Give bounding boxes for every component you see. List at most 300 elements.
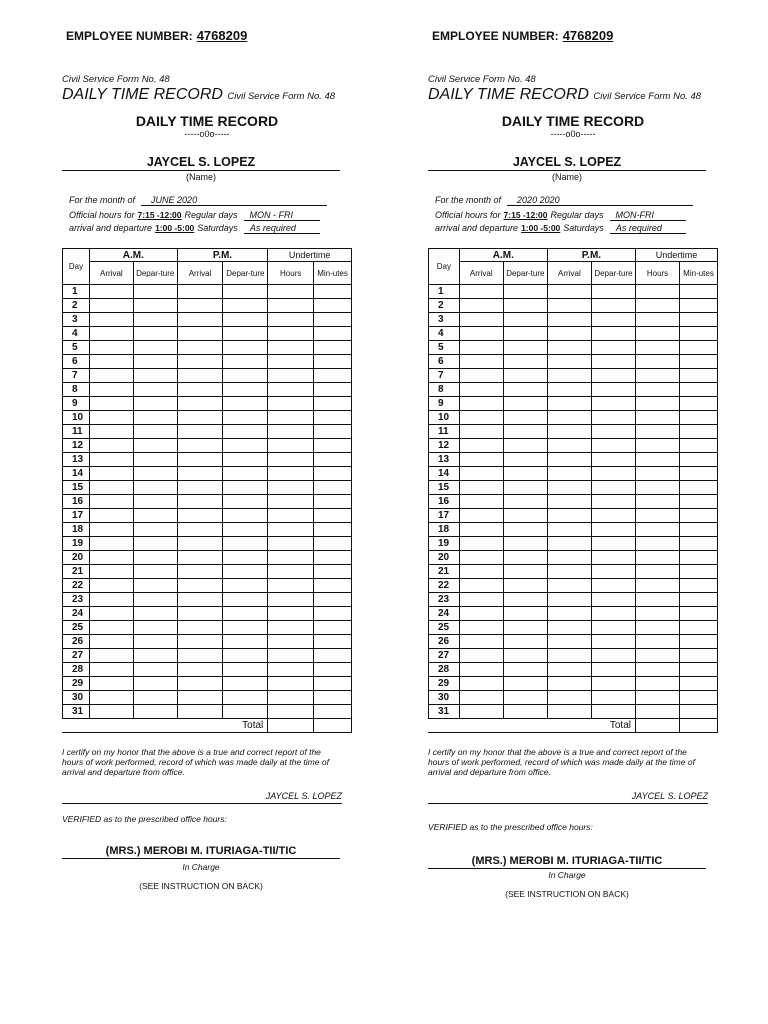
pm-arrival-cell xyxy=(547,523,591,537)
header-am: A.M. xyxy=(89,249,177,262)
am-arrival-cell xyxy=(89,411,133,425)
pm-departure-cell xyxy=(223,621,268,635)
day-number: 27 xyxy=(429,649,460,663)
table-row xyxy=(63,397,352,411)
header-pm: P.M. xyxy=(177,249,268,262)
pm-departure-cell xyxy=(223,341,268,355)
undertime-minutes-cell xyxy=(314,579,352,593)
am-arrival-cell xyxy=(459,481,503,495)
am-departure-cell xyxy=(503,663,547,677)
ornament-divider: -----o0o----- xyxy=(184,129,230,139)
day-number: 19 xyxy=(429,537,460,551)
am-arrival-cell xyxy=(459,579,503,593)
undertime-minutes-cell xyxy=(680,425,718,439)
pm-departure-cell xyxy=(223,481,268,495)
pm-arrival-cell xyxy=(177,593,223,607)
table-row xyxy=(63,677,352,691)
undertime-minutes-cell xyxy=(680,607,718,621)
undertime-minutes-cell xyxy=(680,509,718,523)
undertime-hours-cell xyxy=(268,663,314,677)
undertime-minutes-cell xyxy=(314,537,352,551)
pm-arrival-cell xyxy=(547,411,591,425)
undertime-minutes-cell xyxy=(314,383,352,397)
time-record-table xyxy=(62,248,352,733)
certification-text: I certify on my honor that the above is a true and correct report of the hours of work performed, record of which was made daily at the time of arrival and departure from office. xyxy=(62,747,329,777)
dtr-large-text: DAILY TIME RECORD xyxy=(62,86,223,103)
day-number: 7 xyxy=(429,369,460,383)
official-hours-label: Official hours for xyxy=(435,210,501,220)
am-departure-cell xyxy=(133,691,177,705)
day-number: 7 xyxy=(63,369,90,383)
employee-number-label: EMPLOYEE NUMBER: xyxy=(432,29,559,43)
undertime-hours-cell xyxy=(268,481,314,495)
am-departure-cell xyxy=(503,369,547,383)
am-departure-cell xyxy=(503,453,547,467)
pm-arrival-cell xyxy=(177,663,223,677)
pm-arrival-cell xyxy=(547,383,591,397)
pm-departure-cell xyxy=(223,579,268,593)
officer-name: (MRS.) MEROBI M. ITURIAGA-TII/TIC xyxy=(428,855,706,869)
pm-departure-cell xyxy=(591,677,635,691)
am-arrival-cell xyxy=(459,341,503,355)
pm-departure-cell xyxy=(223,495,268,509)
header-hours: Hours xyxy=(635,262,679,285)
undertime-minutes-cell xyxy=(314,285,352,299)
am-departure-cell xyxy=(503,565,547,579)
am-departure-cell xyxy=(503,481,547,495)
undertime-minutes-cell xyxy=(680,537,718,551)
header-am: A.M. xyxy=(459,249,547,262)
table-row xyxy=(429,369,718,383)
am-arrival-cell xyxy=(459,397,503,411)
pm-arrival-cell xyxy=(177,285,223,299)
am-arrival-cell xyxy=(459,355,503,369)
day-number: 3 xyxy=(63,313,90,327)
undertime-hours-cell xyxy=(268,313,314,327)
am-departure-cell xyxy=(133,327,177,341)
am-departure-cell xyxy=(133,607,177,621)
pm-arrival-cell xyxy=(547,607,591,621)
day-number: 4 xyxy=(429,327,460,341)
pm-departure-cell xyxy=(591,355,635,369)
pm-arrival-cell xyxy=(547,551,591,565)
undertime-hours-cell xyxy=(268,341,314,355)
undertime-hours-cell xyxy=(635,537,679,551)
pm-arrival-cell xyxy=(547,467,591,481)
am-departure-cell xyxy=(133,537,177,551)
am-departure-cell xyxy=(133,453,177,467)
am-arrival-cell xyxy=(89,621,133,635)
header-pm-arrival: Arrival xyxy=(177,262,223,285)
officer-name: (MRS.) MEROBI M. ITURIAGA-TII/TIC xyxy=(62,845,340,859)
am-departure-cell xyxy=(133,579,177,593)
am-departure-cell xyxy=(503,509,547,523)
table-row xyxy=(63,313,352,327)
pm-arrival-cell xyxy=(177,369,223,383)
am-departure-cell xyxy=(503,677,547,691)
pm-hours: 1:00 -5:00 xyxy=(521,223,561,233)
arrival-departure-label: arrival and departure xyxy=(435,223,519,233)
am-departure-cell xyxy=(133,649,177,663)
undertime-hours-cell xyxy=(268,621,314,635)
table-row xyxy=(429,467,718,481)
pm-arrival-cell xyxy=(547,621,591,635)
total-label: Total xyxy=(63,719,268,733)
day-number: 9 xyxy=(63,397,90,411)
pm-arrival-cell xyxy=(547,299,591,313)
day-number: 29 xyxy=(63,677,90,691)
day-rows xyxy=(429,285,718,719)
pm-departure-cell xyxy=(223,397,268,411)
name-caption: (Name) xyxy=(185,172,216,182)
table-row xyxy=(63,593,352,607)
undertime-hours-cell xyxy=(635,579,679,593)
undertime-minutes-cell xyxy=(680,397,718,411)
undertime-minutes-cell xyxy=(314,523,352,537)
undertime-hours-cell xyxy=(268,425,314,439)
pm-departure-cell xyxy=(223,691,268,705)
day-number: 12 xyxy=(429,439,460,453)
day-number: 21 xyxy=(63,565,90,579)
pm-arrival-cell xyxy=(177,551,223,565)
undertime-hours-cell xyxy=(635,285,679,299)
undertime-minutes-cell xyxy=(314,397,352,411)
saturdays-label: Saturdays xyxy=(563,223,604,233)
am-departure-cell xyxy=(503,383,547,397)
certification-text: I certify on my honor that the above is a true and correct report of the hours of work performed, record of which was made daily at the time of arrival and departure from office. xyxy=(428,747,695,777)
undertime-hours-cell xyxy=(635,453,679,467)
undertime-minutes-cell xyxy=(680,523,718,537)
day-number: 1 xyxy=(63,285,90,299)
header-minutes: Min-utes xyxy=(314,262,352,285)
undertime-hours-cell xyxy=(268,649,314,663)
am-arrival-cell xyxy=(89,705,133,719)
pm-departure-cell xyxy=(223,411,268,425)
header-undertime: Undertime xyxy=(635,249,717,262)
pm-departure-cell xyxy=(591,649,635,663)
am-arrival-cell xyxy=(89,495,133,509)
table-row xyxy=(63,607,352,621)
undertime-hours-cell xyxy=(268,383,314,397)
am-departure-cell xyxy=(503,411,547,425)
day-number: 11 xyxy=(429,425,460,439)
arrival-departure-row xyxy=(69,223,320,234)
undertime-minutes-cell xyxy=(314,495,352,509)
day-number: 27 xyxy=(63,649,90,663)
day-number: 28 xyxy=(63,663,90,677)
day-number: 10 xyxy=(429,411,460,425)
undertime-hours-cell xyxy=(635,299,679,313)
dtr-large-text: DAILY TIME RECORD xyxy=(428,86,589,103)
pm-arrival-cell xyxy=(177,565,223,579)
am-arrival-cell xyxy=(89,453,133,467)
undertime-hours-cell xyxy=(635,593,679,607)
am-hours: 7:15 -12:00 xyxy=(503,210,548,220)
pm-departure-cell xyxy=(223,285,268,299)
pm-departure-cell xyxy=(223,299,268,313)
pm-arrival-cell xyxy=(177,635,223,649)
undertime-minutes-cell xyxy=(680,467,718,481)
pm-departure-cell xyxy=(223,663,268,677)
undertime-hours-cell xyxy=(635,523,679,537)
pm-departure-cell xyxy=(591,299,635,313)
total-hours-cell xyxy=(635,719,679,733)
table-row xyxy=(429,677,718,691)
undertime-minutes-cell xyxy=(314,355,352,369)
month-value: 2020 2020 xyxy=(507,195,693,206)
undertime-minutes-cell xyxy=(680,621,718,635)
pm-arrival-cell xyxy=(547,677,591,691)
pm-departure-cell xyxy=(223,509,268,523)
pm-departure-cell xyxy=(591,691,635,705)
undertime-minutes-cell xyxy=(314,593,352,607)
pm-departure-cell xyxy=(223,327,268,341)
am-departure-cell xyxy=(503,551,547,565)
employee-name: JAYCEL S. LOPEZ xyxy=(62,155,340,171)
table-row xyxy=(63,649,352,663)
am-departure-cell xyxy=(133,705,177,719)
pm-departure-cell xyxy=(223,425,268,439)
table-row xyxy=(429,509,718,523)
undertime-hours-cell xyxy=(268,467,314,481)
day-number: 6 xyxy=(63,355,90,369)
undertime-minutes-cell xyxy=(680,369,718,383)
am-arrival-cell xyxy=(459,411,503,425)
undertime-minutes-cell xyxy=(314,313,352,327)
am-departure-cell xyxy=(503,607,547,621)
am-departure-cell xyxy=(133,677,177,691)
am-arrival-cell xyxy=(459,663,503,677)
month-label: For the month of xyxy=(69,195,136,205)
table-row xyxy=(63,299,352,313)
day-number: 31 xyxy=(63,705,90,719)
regular-days-value: MON - FRI xyxy=(244,210,320,221)
header-am-departure: Depar-ture xyxy=(503,262,547,285)
table-row xyxy=(63,537,352,551)
undertime-minutes-cell xyxy=(314,621,352,635)
pm-arrival-cell xyxy=(177,397,223,411)
pm-departure-cell xyxy=(591,523,635,537)
undertime-hours-cell xyxy=(268,285,314,299)
pm-arrival-cell xyxy=(177,509,223,523)
pm-arrival-cell xyxy=(177,327,223,341)
pm-departure-cell xyxy=(591,411,635,425)
undertime-hours-cell xyxy=(635,411,679,425)
pm-departure-cell xyxy=(223,453,268,467)
am-arrival-cell xyxy=(459,691,503,705)
civil-service-form-inline: Civil Service Form No. 48 xyxy=(593,91,702,102)
day-number: 20 xyxy=(429,551,460,565)
pm-departure-cell xyxy=(223,677,268,691)
table-row xyxy=(63,411,352,425)
table-row xyxy=(429,453,718,467)
header-minutes: Min-utes xyxy=(680,262,718,285)
pm-arrival-cell xyxy=(177,439,223,453)
undertime-hours-cell xyxy=(635,663,679,677)
pm-departure-cell xyxy=(223,369,268,383)
undertime-hours-cell xyxy=(268,565,314,579)
pm-arrival-cell xyxy=(547,425,591,439)
am-departure-cell xyxy=(503,537,547,551)
am-departure-cell xyxy=(503,635,547,649)
undertime-minutes-cell xyxy=(314,341,352,355)
undertime-hours-cell xyxy=(635,509,679,523)
day-number: 3 xyxy=(429,313,460,327)
pm-arrival-cell xyxy=(177,649,223,663)
pm-departure-cell xyxy=(223,565,268,579)
table-row xyxy=(429,565,718,579)
am-departure-cell xyxy=(133,565,177,579)
am-arrival-cell xyxy=(459,607,503,621)
am-arrival-cell xyxy=(459,621,503,635)
undertime-minutes-cell xyxy=(314,299,352,313)
am-departure-cell xyxy=(133,411,177,425)
pm-arrival-cell xyxy=(547,313,591,327)
header-pm-departure: Depar-ture xyxy=(223,262,268,285)
am-departure-cell xyxy=(133,523,177,537)
undertime-hours-cell xyxy=(268,677,314,691)
am-arrival-cell xyxy=(89,397,133,411)
undertime-hours-cell xyxy=(635,481,679,495)
pm-arrival-cell xyxy=(177,691,223,705)
pm-arrival-cell xyxy=(547,397,591,411)
table-row xyxy=(429,635,718,649)
undertime-hours-cell xyxy=(635,467,679,481)
day-number: 22 xyxy=(429,579,460,593)
am-arrival-cell xyxy=(459,537,503,551)
undertime-minutes-cell xyxy=(314,509,352,523)
am-arrival-cell xyxy=(459,593,503,607)
table-row xyxy=(63,285,352,299)
header-day: Day xyxy=(63,249,90,285)
am-departure-cell xyxy=(133,593,177,607)
table-row xyxy=(429,327,718,341)
am-departure-cell xyxy=(503,397,547,411)
table-row xyxy=(63,341,352,355)
pm-departure-cell xyxy=(223,649,268,663)
day-number: 15 xyxy=(63,481,90,495)
in-charge-label: In Charge xyxy=(548,870,586,880)
am-arrival-cell xyxy=(89,579,133,593)
pm-arrival-cell xyxy=(177,495,223,509)
table-row xyxy=(63,439,352,453)
am-departure-cell xyxy=(503,621,547,635)
header-pm-departure: Depar-ture xyxy=(591,262,635,285)
official-hours-label: Official hours for xyxy=(69,210,135,220)
header-day: Day xyxy=(429,249,460,285)
table-row xyxy=(63,579,352,593)
undertime-minutes-cell xyxy=(680,663,718,677)
am-departure-cell xyxy=(133,355,177,369)
pm-arrival-cell xyxy=(547,369,591,383)
day-number: 19 xyxy=(63,537,90,551)
day-number: 16 xyxy=(63,495,90,509)
am-arrival-cell xyxy=(459,327,503,341)
am-arrival-cell xyxy=(89,649,133,663)
pm-arrival-cell xyxy=(177,621,223,635)
undertime-minutes-cell xyxy=(314,369,352,383)
am-departure-cell xyxy=(133,551,177,565)
day-number: 13 xyxy=(429,453,460,467)
am-arrival-cell xyxy=(459,635,503,649)
undertime-minutes-cell xyxy=(680,481,718,495)
am-departure-cell xyxy=(133,369,177,383)
instruction-note: (SEE INSTRUCTION ON BACK) xyxy=(139,881,263,891)
pm-departure-cell xyxy=(223,355,268,369)
undertime-minutes-cell xyxy=(314,411,352,425)
am-arrival-cell xyxy=(89,355,133,369)
day-number: 5 xyxy=(429,341,460,355)
am-arrival-cell xyxy=(89,663,133,677)
verified-text: VERIFIED as to the prescribed office hours: xyxy=(428,822,593,832)
am-departure-cell xyxy=(133,439,177,453)
am-arrival-cell xyxy=(89,481,133,495)
am-departure-cell xyxy=(503,495,547,509)
am-departure-cell xyxy=(503,593,547,607)
day-number: 6 xyxy=(429,355,460,369)
undertime-hours-cell xyxy=(635,691,679,705)
pm-departure-cell xyxy=(223,537,268,551)
table-row xyxy=(63,551,352,565)
am-departure-cell xyxy=(133,383,177,397)
employee-number-line xyxy=(432,28,613,43)
undertime-minutes-cell xyxy=(680,635,718,649)
pm-departure-cell xyxy=(223,383,268,397)
pm-departure-cell xyxy=(591,621,635,635)
pm-arrival-cell xyxy=(177,299,223,313)
pm-departure-cell xyxy=(591,551,635,565)
undertime-minutes-cell xyxy=(314,663,352,677)
am-departure-cell xyxy=(503,341,547,355)
pm-arrival-cell xyxy=(177,383,223,397)
am-arrival-cell xyxy=(459,453,503,467)
am-departure-cell xyxy=(133,509,177,523)
header-pm: P.M. xyxy=(547,249,635,262)
employee-signature-name: JAYCEL S. LOPEZ xyxy=(62,791,342,804)
day-number: 31 xyxy=(429,705,460,719)
undertime-minutes-cell xyxy=(680,649,718,663)
pm-departure-cell xyxy=(591,453,635,467)
am-departure-cell xyxy=(503,705,547,719)
am-arrival-cell xyxy=(89,607,133,621)
undertime-hours-cell xyxy=(635,607,679,621)
day-number: 14 xyxy=(429,467,460,481)
am-arrival-cell xyxy=(89,523,133,537)
pm-departure-cell xyxy=(591,313,635,327)
am-arrival-cell xyxy=(459,551,503,565)
undertime-minutes-cell xyxy=(680,677,718,691)
pm-departure-cell xyxy=(223,467,268,481)
undertime-minutes-cell xyxy=(680,299,718,313)
undertime-minutes-cell xyxy=(314,691,352,705)
header-am-arrival: Arrival xyxy=(459,262,503,285)
am-departure-cell xyxy=(503,467,547,481)
am-arrival-cell xyxy=(459,495,503,509)
am-arrival-cell xyxy=(89,285,133,299)
day-number: 9 xyxy=(429,397,460,411)
table-row xyxy=(429,593,718,607)
table-row xyxy=(429,649,718,663)
table-row xyxy=(63,565,352,579)
table-row xyxy=(429,691,718,705)
table-row xyxy=(429,411,718,425)
pm-arrival-cell xyxy=(177,523,223,537)
table-row xyxy=(429,705,718,719)
table-row xyxy=(63,705,352,719)
undertime-hours-cell xyxy=(268,523,314,537)
undertime-hours-cell xyxy=(635,341,679,355)
undertime-minutes-cell xyxy=(680,453,718,467)
